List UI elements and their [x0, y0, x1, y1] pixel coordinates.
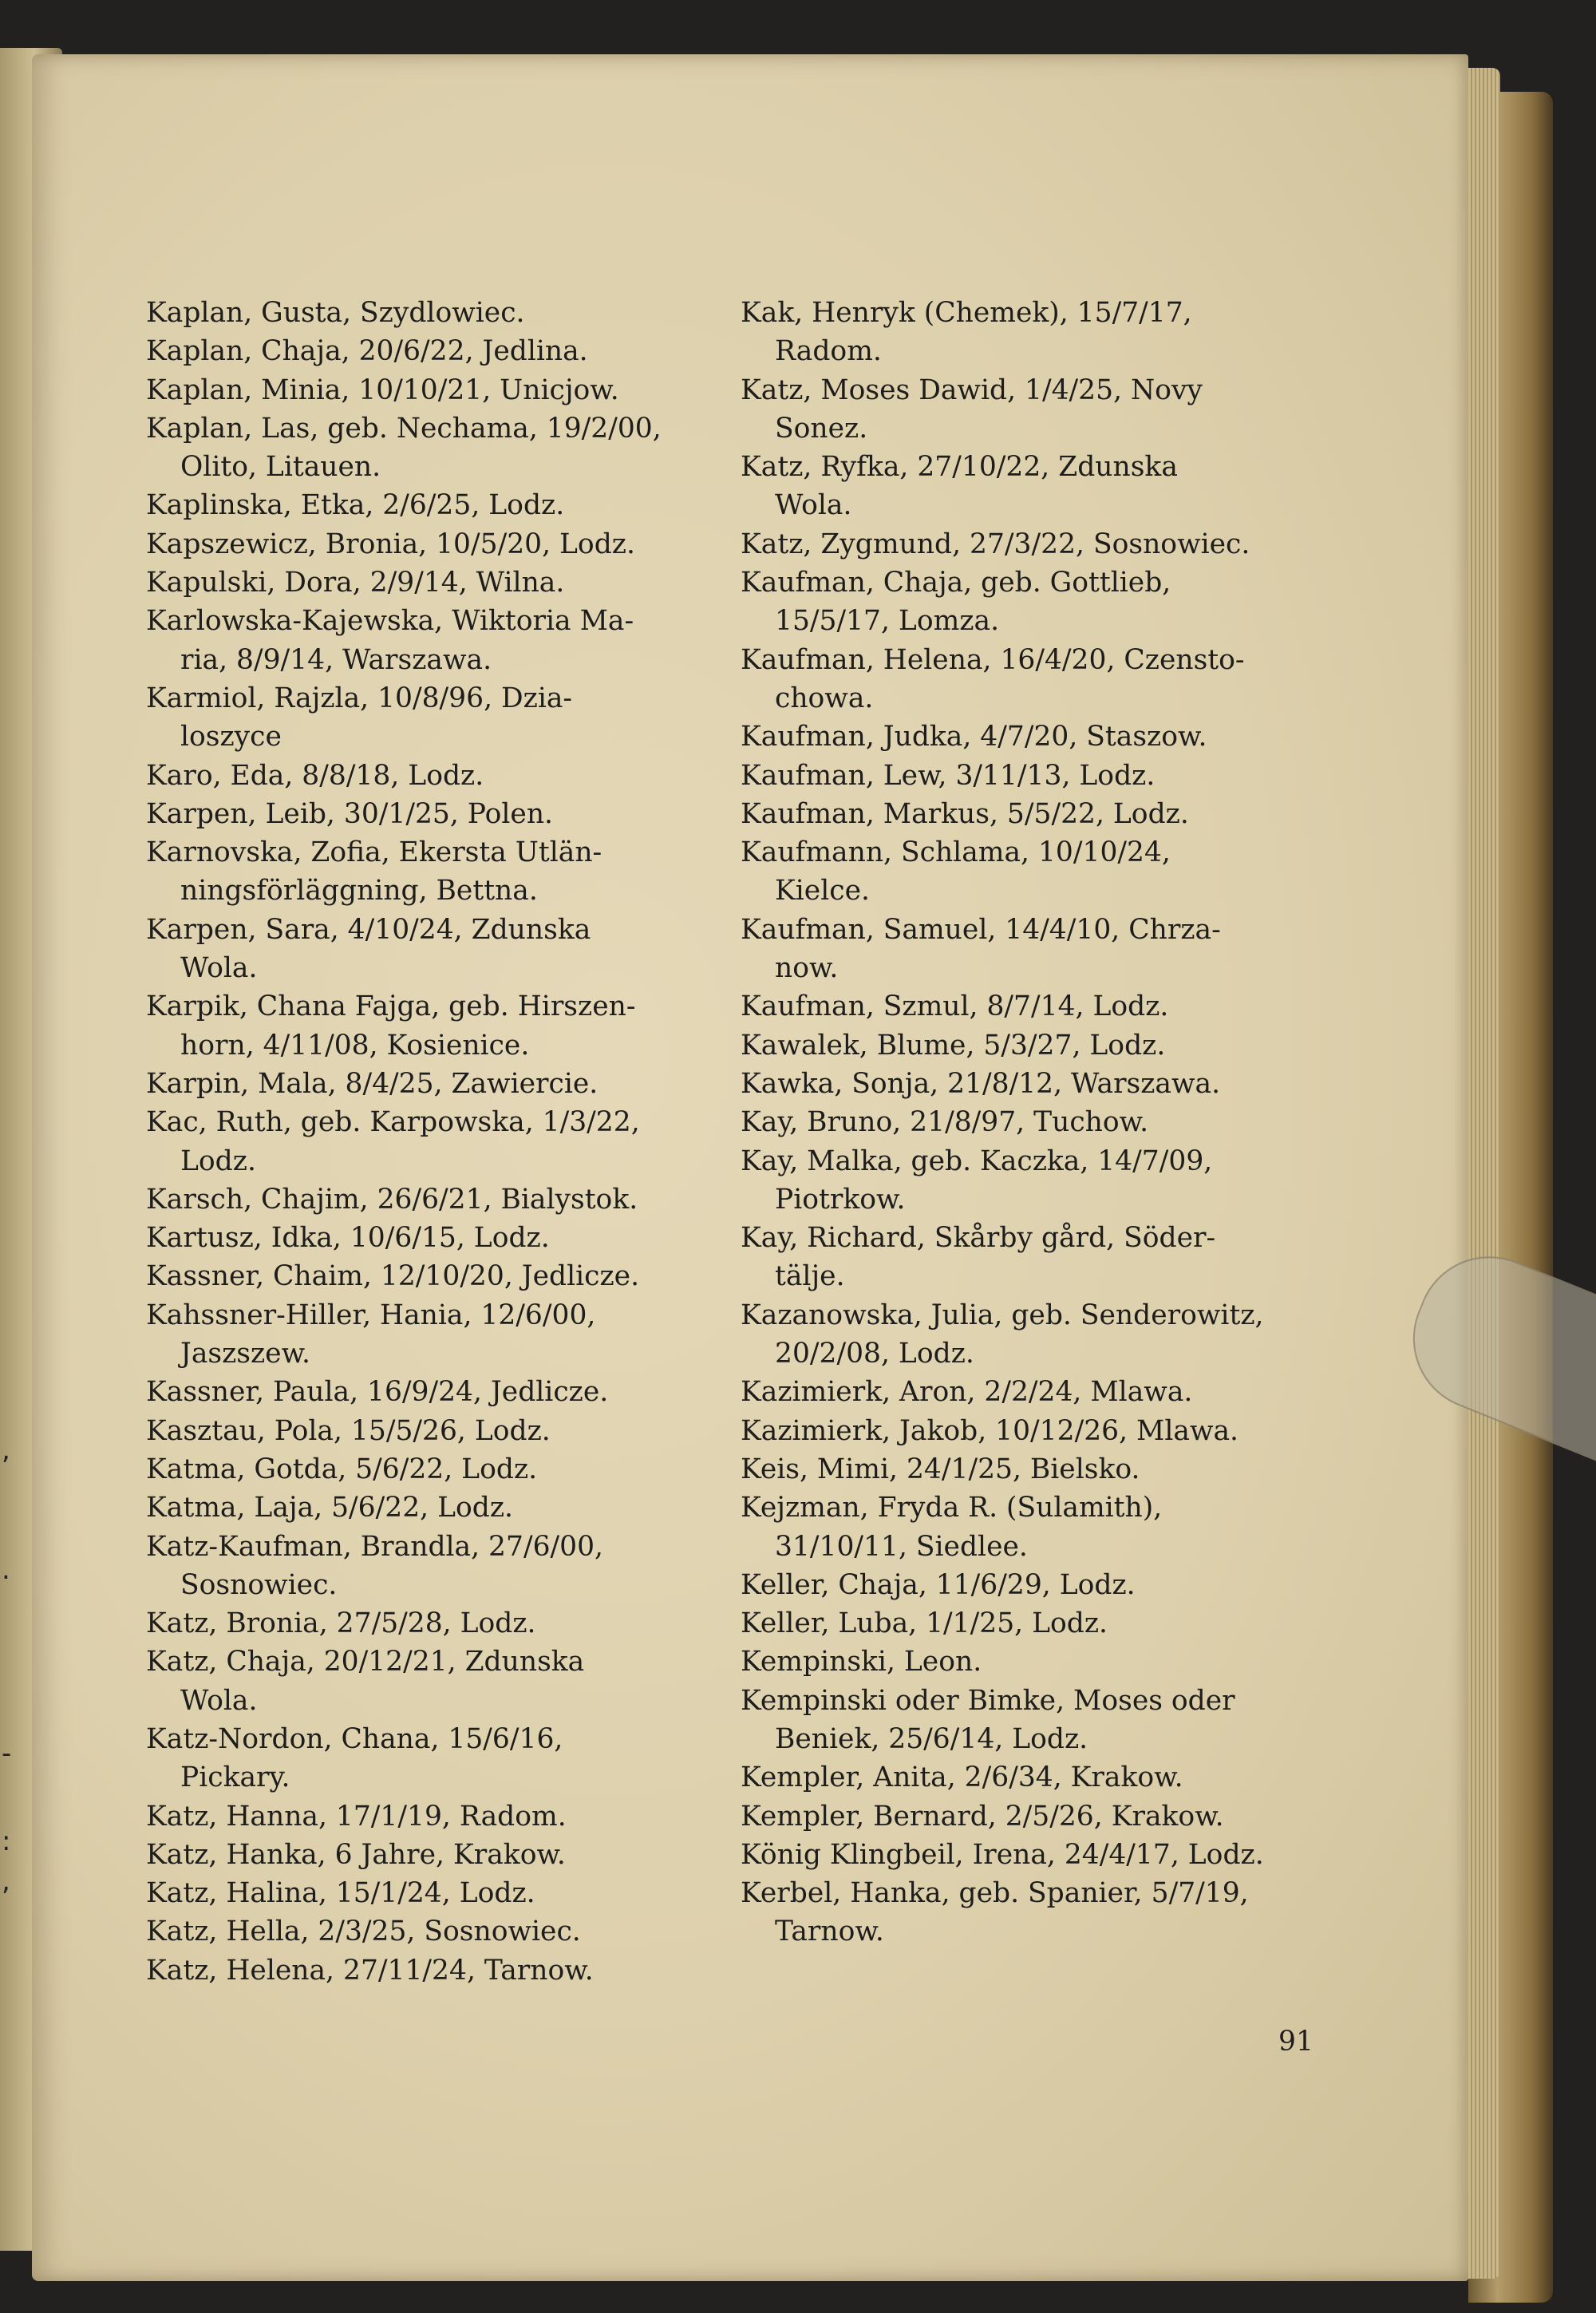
name-entry: Kaufmann, Schlama, 10/10/24, Kielce. — [741, 836, 1171, 907]
name-entry: Kaplan, Las, geb. Nechama, 19/2/00, Olito, Litauen. — [146, 412, 662, 484]
name-entry: Kasztau, Pola, 15/5/26, Lodz. — [146, 1414, 551, 1447]
name-entry: Kawalek, Blume, 5/3/27, Lodz. — [741, 1029, 1166, 1062]
name-entry: Kak, Henryk (Chemek), 15/7/17, Radom. — [741, 297, 1192, 368]
name-entry: Kaplinska, Etka, 2/6/25, Lodz. — [146, 489, 565, 522]
name-entry: Kac, Ruth, geb. Karpowska, 1/3/22, Lodz. — [146, 1106, 640, 1177]
name-entry: Kempinski, Leon. — [741, 1646, 982, 1678]
name-entry: Katz, Moses Dawid, 1/4/25, Novy Sonez. — [741, 374, 1203, 445]
name-entry: König Klingbeil, Irena, 24/4/17, Lodz. — [741, 1838, 1264, 1871]
name-entry: Keller, Chaja, 11/6/29, Lodz. — [741, 1568, 1136, 1601]
name-entry: Katz-Kaufman, Brandla, 27/6/00, Sosnowiec. — [146, 1530, 604, 1601]
page-number: 91 — [1278, 2026, 1314, 2058]
name-entry: Karo, Eda, 8/8/18, Lodz. — [146, 759, 484, 792]
name-entry: Kaufman, Chaja, geb. Gottlieb, 15/5/17, Lomza. — [741, 567, 1171, 638]
edge-mark: : — [2, 1825, 11, 1857]
name-entry: Kay, Richard, Skårby gård, Söder- tälje. — [741, 1222, 1216, 1293]
name-entry: Karlowska-Kajewska, Wiktoria Ma- ria, 8/9/14, Warszawa. — [146, 605, 634, 676]
name-entry: Karpik, Chana Fajga, geb. Hirszen- horn, 4/11/08, Kosienice. — [146, 990, 636, 1062]
name-entry: Karpin, Mala, 8/4/25, Zawiercie. — [146, 1067, 598, 1100]
name-entry: Kempinski oder Bimke, Moses oder Beniek, 25/6/14, Lodz. — [741, 1684, 1235, 1755]
name-entry: Kejzman, Fryda R. (Sulamith), 31/10/11, Siedlee. — [741, 1492, 1163, 1563]
name-entry: Karpen, Sara, 4/10/24, Zdunska Wola. — [146, 913, 591, 985]
edge-mark: . — [2, 1554, 10, 1586]
name-entry: Kawka, Sonja, 21/8/12, Warszawa. — [741, 1067, 1221, 1100]
name-entry: Kaufman, Judka, 4/7/20, Staszow. — [741, 721, 1207, 753]
name-entry: Kerbel, Hanka, geb. Spanier, 5/7/19, Tarnow. — [741, 1877, 1249, 1948]
name-entry: Kapulski, Dora, 2/9/14, Wilna. — [146, 567, 565, 599]
name-entry: Katz, Helena, 27/11/24, Tarnow. — [146, 1954, 594, 1987]
left-column — [146, 294, 713, 1990]
name-entry: Kazanowska, Julia, geb. Senderowitz, 20/2/08, Lodz. — [741, 1299, 1264, 1370]
name-entry: Kay, Malka, geb. Kaczka, 14/7/09, Piotrkow. — [741, 1145, 1213, 1216]
name-entry: Kahssner-Hiller, Hania, 12/6/00, Jaszszew. — [146, 1299, 596, 1370]
edge-mark: - — [2, 1738, 12, 1769]
name-entry: Keis, Mimi, 24/1/25, Bielsko. — [741, 1453, 1140, 1485]
name-entry: Katz, Chaja, 20/12/21, Zdunska Wola. — [146, 1646, 585, 1717]
name-entry: Kaplan, Minia, 10/10/21, Unicjow. — [146, 374, 619, 406]
name-entry: Katz, Bronia, 27/5/28, Lodz. — [146, 1607, 536, 1640]
name-entry: Karnovska, Zofia, Ekersta Utlän- ningsförläggning, Bettna. — [146, 836, 602, 907]
name-entry: Kaplan, Chaja, 20/6/22, Jedlina. — [146, 335, 588, 368]
name-entry: Kaufman, Helena, 16/4/20, Czensto- chowa. — [741, 643, 1245, 714]
name-entry: Keller, Luba, 1/1/25, Lodz. — [741, 1607, 1108, 1640]
name-entry: Katz, Hanna, 17/1/19, Radom. — [146, 1800, 567, 1833]
name-entry: Kazimierk, Aron, 2/2/24, Mlawa. — [741, 1376, 1193, 1409]
name-entry: Karmiol, Rajzla, 10/8/96, Dzia- loszyce — [146, 682, 573, 753]
previous-page-marks — [2, 1434, 18, 2075]
name-entry: Kassner, Paula, 16/9/24, Jedlicze. — [146, 1376, 609, 1409]
book-page — [32, 54, 1468, 2281]
edge-mark: , — [2, 1434, 10, 1466]
name-entry: Katz, Ryfka, 27/10/22, Zdunska Wola. — [741, 451, 1178, 522]
name-entry: Kaufman, Samuel, 14/4/10, Chrza- now. — [741, 913, 1221, 985]
name-entry: Kaufman, Szmul, 8/7/14, Lodz. — [741, 990, 1169, 1023]
name-entry: Karsch, Chajim, 26/6/21, Bialystok. — [146, 1183, 638, 1216]
name-entry: Kempler, Anita, 2/6/34, Krakow. — [741, 1761, 1183, 1794]
name-entry: Kaufman, Markus, 5/5/22, Lodz. — [741, 797, 1189, 830]
name-entry: Katz, Zygmund, 27/3/22, Sosnowiec. — [741, 528, 1250, 560]
name-entry: Katz-Nordon, Chana, 15/6/16, Pickary. — [146, 1722, 563, 1794]
name-entry: Katz, Hanka, 6 Jahre, Krakow. — [146, 1838, 566, 1871]
name-entry: Katma, Gotda, 5/6/22, Lodz. — [146, 1453, 538, 1485]
name-entry: Kaplan, Gusta, Szydlowiec. — [146, 297, 525, 329]
edge-mark: , — [2, 1865, 10, 1897]
name-entry: Kartusz, Idka, 10/6/15, Lodz. — [146, 1222, 550, 1255]
name-entry: Kassner, Chaim, 12/10/20, Jedlicze. — [146, 1260, 640, 1293]
name-entry: Katz, Halina, 15/1/24, Lodz. — [146, 1877, 535, 1910]
name-entry: Kaufman, Lew, 3/11/13, Lodz. — [741, 759, 1156, 792]
name-entry: Katz, Hella, 2/3/25, Sosnowiec. — [146, 1916, 581, 1948]
name-entry: Kay, Bruno, 21/8/97, Tuchow. — [741, 1106, 1149, 1139]
name-entry: Karpen, Leib, 30/1/25, Polen. — [146, 797, 554, 830]
name-entry: Kempler, Bernard, 2/5/26, Krakow. — [741, 1800, 1224, 1833]
name-entry: Kazimierk, Jakob, 10/12/26, Mlawa. — [741, 1414, 1239, 1447]
name-entry: Katma, Laja, 5/6/22, Lodz. — [146, 1492, 513, 1524]
right-column — [741, 294, 1307, 1951]
name-entry: Kapszewicz, Bronia, 10/5/20, Lodz. — [146, 528, 635, 560]
